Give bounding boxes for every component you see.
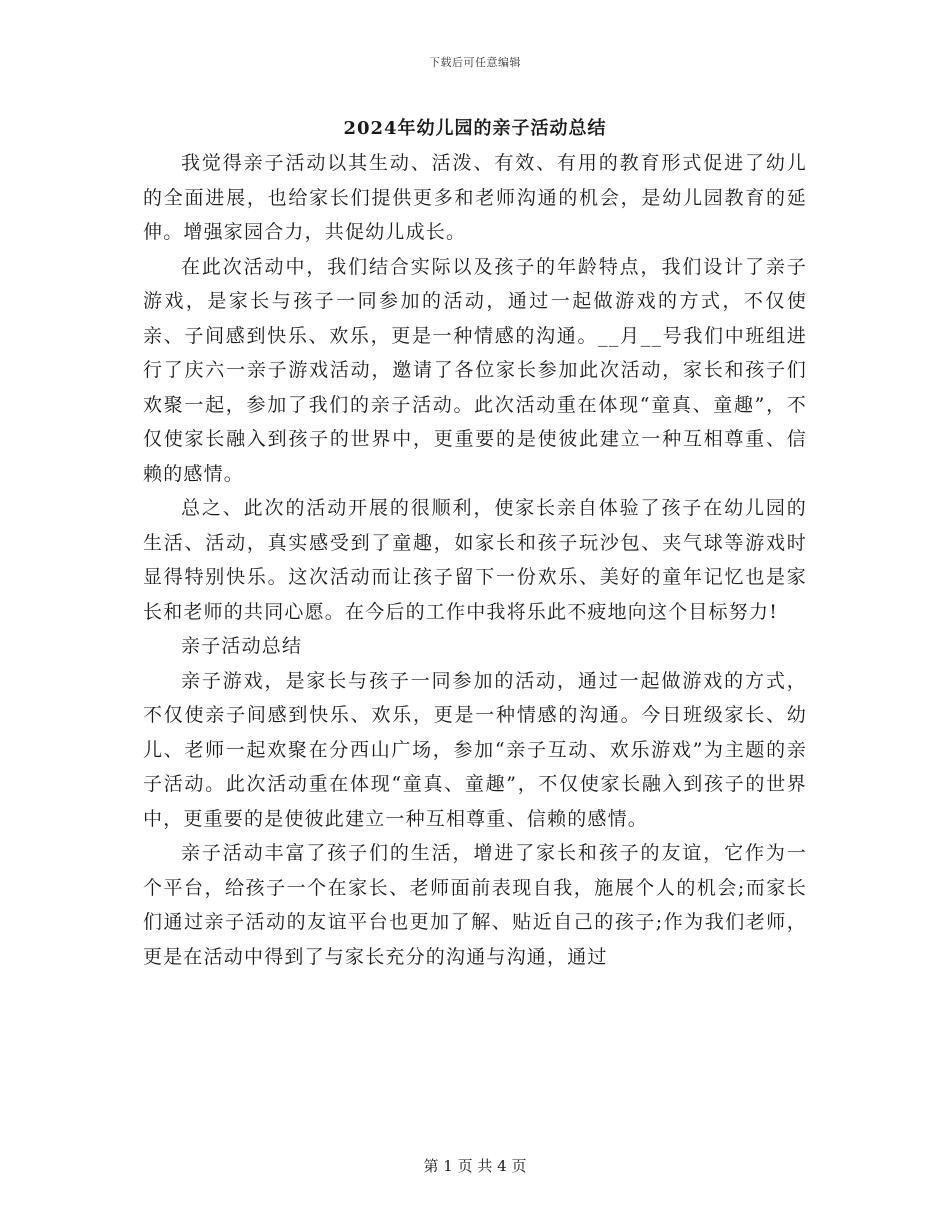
document-body [143, 146, 807, 974]
section-heading: 亲子活动总结 [181, 635, 303, 657]
paragraph-5: 亲子活动丰富了孩子们的生活，增进了家长和孩子的友谊，它作为一个平台，给孩子一个在家长、老师面前表现自我，施展个人的机会;而家长们通过亲子活动的友谊平台也更加了解、贴近自己的孩子;作为我们老师，更是在活动中得到了与家长充分的沟通与沟通，通过 [143, 842, 807, 968]
page-number: 第 1 页 共 4 页 [423, 1157, 527, 1175]
header-note: 下载后可任意编辑 [429, 56, 521, 69]
paragraph-1: 我觉得亲子活动以其生动、活泼、有效、有用的教育形式促进了幼儿的全面进展，也给家长们提供更多和老师沟通的机会，是幼儿园教育的延伸。增强家园合力，共促幼儿成长。 [143, 152, 807, 243]
document-title: 2024年幼儿园的亲子活动总结 [343, 118, 607, 139]
paragraph-2: 在此次活动中，我们结合实际以及孩子的年龄特点，我们设计了亲子游戏，是家长与孩子一同参加的活动，通过一起做游戏的方式，不仅使亲、子间感到快乐、欢乐，更是一种情感的沟通。__月__号我们中班组进行了庆六一亲子游戏活动，邀请了各位家长参加此次活动，家长和孩子们欢聚一起，参加了我们的亲子活动。此次活动重在体现“童真、童趣”，不仅使家长融入到孩子的世界中，更重要的是使彼此建立一种互相尊重、信赖的感情。 [143, 255, 807, 485]
paragraph-4: 亲子游戏，是家长与孩子一同参加的活动，通过一起做游戏的方式，不仅使亲子间感到快乐、欢乐，更是一种情感的沟通。今日班级家长、幼儿、老师一起欢聚在分西山广场，参加“亲子互动、欢乐游戏”为主题的亲子活动。此次活动重在体现“童真、童趣”，不仅使家长融入到孩子的世界中，更重要的是使彼此建立一种互相尊重、信赖的感情。 [143, 669, 807, 830]
paragraph-3: 总之、此次的活动开展的很顺利，使家长亲自体验了孩子在幼儿园的生活、活动，真实感受到了童趣，如家长和孩子玩沙包、夹气球等游戏时显得特别快乐。这次活动而让孩子留下一份欢乐、美好的童年记忆也是家长和老师的共同心愿。在今后的工作中我将乐此不疲地向这个目标努力! [143, 497, 807, 623]
